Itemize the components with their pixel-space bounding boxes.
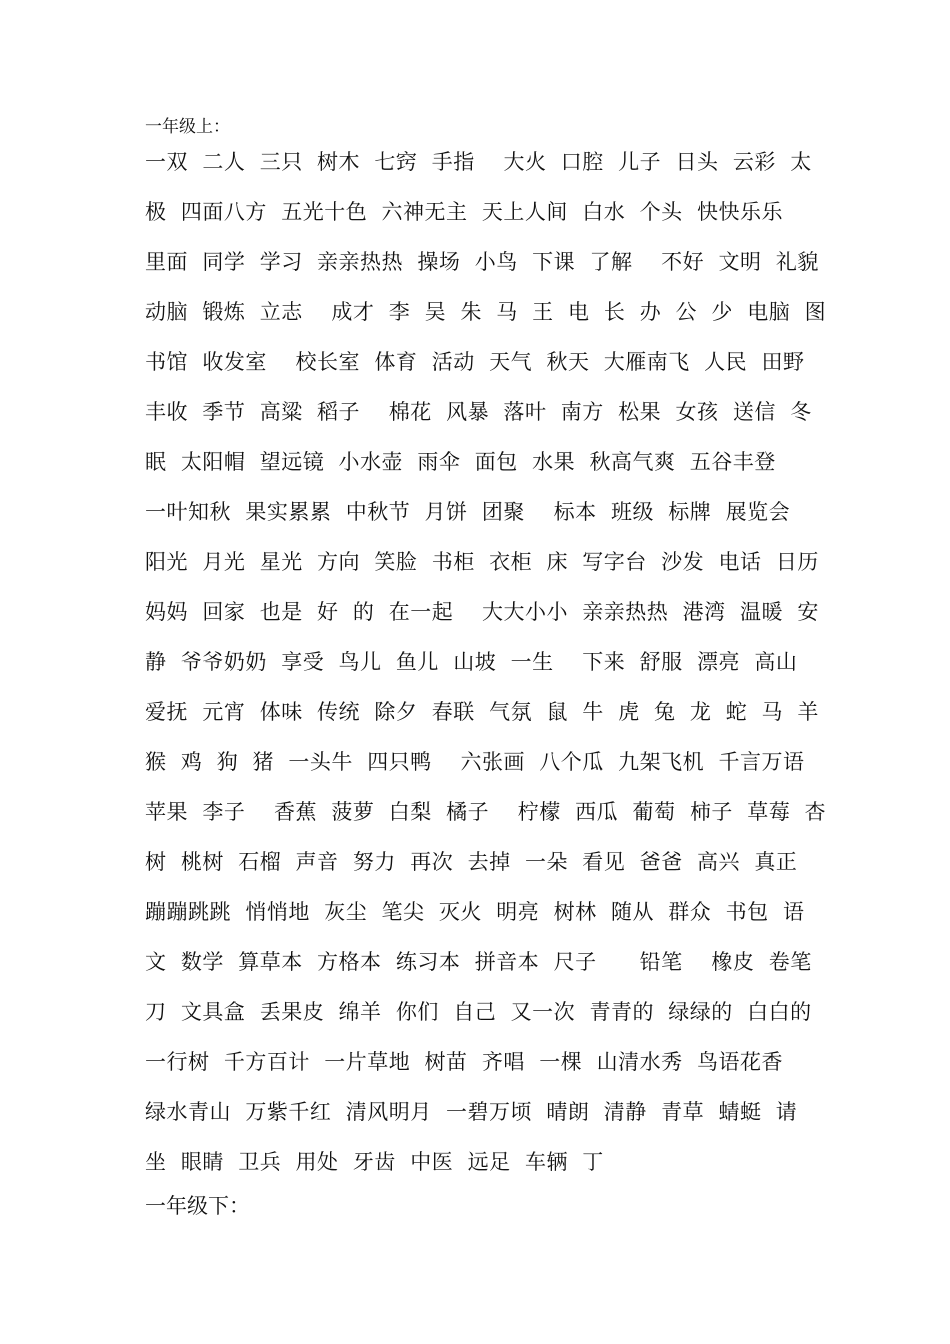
vocabulary-line: 爱抚 元宵 体味 传统 除夕 春联 气氛 鼠 牛 虎 兔 龙 蛇 马 羊 — [145, 700, 819, 724]
vocabulary-line: 动脑 锻炼 立志 成才 李 吴 朱 马 王 电 长 办 公 少 电脑 图 — [145, 300, 827, 324]
vocabulary-line: 丰收 季节 高粱 稻子 棉花 风暴 落叶 南方 松果 女孩 送信 冬 — [145, 400, 812, 424]
section-heading-grade1-second-term: 一年级下： — [145, 1194, 250, 1218]
vocabulary-line: 绿水青山 万紫千红 清风明月 一碧万顷 晴朗 清静 青草 蜻蜓 请 — [145, 1100, 798, 1124]
vocabulary-line: 一行树 千方百计 一片草地 树苗 齐唱 一棵 山清水秀 鸟语花香 — [145, 1050, 783, 1074]
vocabulary-line: 一叶知秋 果实累累 中秋节 月饼 团聚 标本 班级 标牌 展览会 — [145, 500, 791, 524]
vocabulary-line: 极 四面八方 五光十色 六神无主 天上人间 白水 个头 快快乐乐 — [145, 200, 783, 224]
vocabulary-line: 文 数学 算草本 方格本 练习本 拼音本 尺子 铅笔 橡皮 卷笔 — [145, 950, 812, 974]
vocabulary-line: 刀 文具盒 丢果皮 绵羊 你们 自己 又一次 青青的 绿绿的 白白的 — [145, 1000, 812, 1024]
vocabulary-line: 阳光 月光 星光 方向 笑脸 书柜 衣柜 床 写字台 沙发 电话 日历 — [145, 550, 819, 574]
vocabulary-line: 苹果 李子 香蕉 菠萝 白梨 橘子 柠檬 西瓜 葡萄 柿子 草莓 杏 — [145, 800, 827, 824]
section-heading-grade1-first-term: 一年级上： — [145, 117, 230, 137]
vocabulary-line: 坐 眼睛 卫兵 用处 牙齿 中医 远足 车辆 丁 — [145, 1150, 604, 1174]
vocabulary-line: 猴 鸡 狗 猪 一头牛 四只鸭 六张画 八个瓜 九架飞机 千言万语 — [145, 750, 805, 774]
vocabulary-line: 蹦蹦跳跳 悄悄地 灰尘 笔尖 灭火 明亮 树林 随从 群众 书包 语 — [145, 900, 805, 924]
vocabulary-line: 静 爷爷奶奶 享受 鸟儿 鱼儿 山坡 一生 下来 舒服 漂亮 高山 — [145, 650, 798, 674]
vocabulary-line: 树 桃树 石榴 声音 努力 再次 去掉 一朵 看见 爸爸 高兴 真正 — [145, 850, 798, 874]
vocabulary-line: 书馆 收发室 校长室 体育 活动 天气 秋天 大雁南飞 人民 田野 — [145, 350, 805, 374]
vocabulary-line: 妈妈 回家 也是 好 的 在一起 大大小小 亲亲热热 港湾 温暖 安 — [145, 600, 819, 624]
vocabulary-list — [145, 148, 825, 1198]
vocabulary-line: 里面 同学 学习 亲亲热热 操场 小鸟 下课 了解 不好 文明 礼貌 — [145, 250, 819, 274]
vocabulary-line: 一双 二人 三只 树木 七窍 手指 大火 口腔 儿子 日头 云彩 太 — [145, 150, 812, 174]
vocabulary-line: 眠 太阳帽 望远镜 小水壶 雨伞 面包 水果 秋高气爽 五谷丰登 — [145, 450, 776, 474]
